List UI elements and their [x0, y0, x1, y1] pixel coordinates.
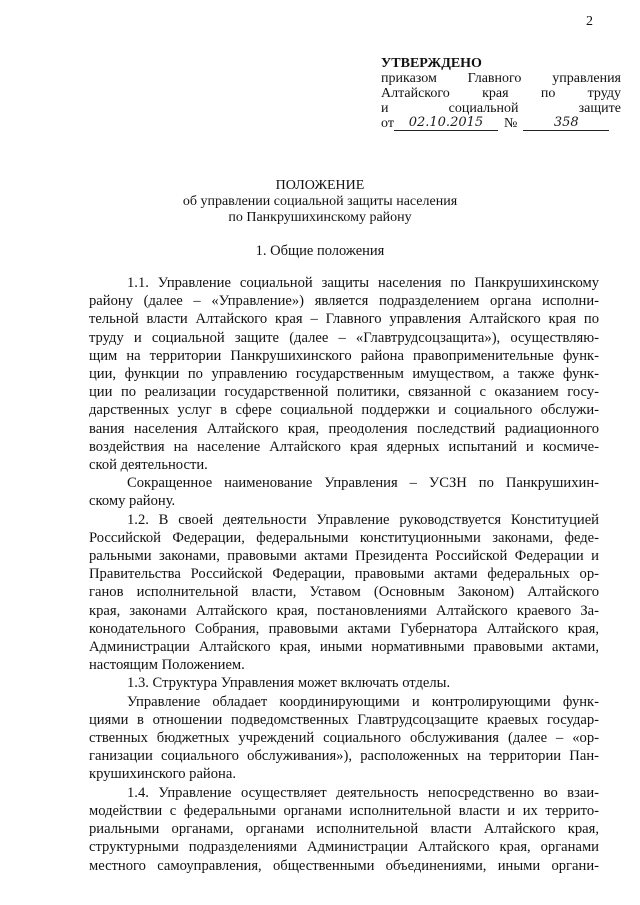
paragraph-line: ганизации социального обслуживания»), расположенных на территории Пан- — [89, 748, 599, 765]
paragraph-line: риальными органами, органами исполнительной власти Алтайского края, — [89, 821, 599, 838]
paragraph-line: ственных бюджетных учреждений социального обслуживания (далее – «ор- — [89, 730, 599, 747]
approval-stamp-block — [381, 56, 621, 131]
paragraph — [89, 784, 599, 875]
paragraph-line: щим на территории Панкрушихинского района правоприменительные функ- — [89, 347, 599, 364]
paragraph — [89, 511, 599, 675]
document-title-main: ПОЛОЖЕНИЕ — [275, 178, 365, 193]
paragraph-line: ции, функции по управлению государственным имуществом, а также функ- — [89, 366, 599, 383]
document-title — [0, 178, 640, 226]
document-title-line-2: об управлении социальной защиты населения — [182, 194, 458, 209]
paragraph-line: Сокращенное наименование Управления – УСЗН по Панкрушихин- — [127, 475, 599, 492]
approval-date-handwritten: 02.10.2015 — [394, 116, 498, 131]
paragraph-line: края, законами Алтайского края, постановлениями Алтайского краевого За- — [89, 602, 599, 619]
paragraph-line: труду и социальной защите (далее – «Главтрудсоцзащита»), осуществляю- — [89, 329, 599, 346]
paragraph-line: ской деятельности. — [89, 457, 208, 474]
paragraph — [89, 693, 599, 784]
paragraph-line: ции по реализации государственной политики, связанной с оказанием госу- — [89, 384, 599, 401]
paragraph-line: Российской Федерации, федеральными конституционными законами, феде- — [89, 529, 599, 546]
approval-number-label: № — [503, 116, 518, 131]
approval-date-number-line — [381, 116, 621, 131]
paragraph-line: скому району. — [89, 493, 176, 510]
approval-line-2: Алтайского края по труду — [381, 86, 621, 101]
paragraph-line: модействии с федеральными органами исполнительной власти и их террито- — [89, 802, 599, 819]
paragraph-line: 1.4. Управление осуществляет деятельность непосредственно во взаи- — [127, 784, 599, 801]
paragraph-line: ральными законами, правовыми актами Президента Российской Федерации и — [89, 548, 599, 565]
paragraph-line: Администрации Алтайского края, иными нормативными правовыми актами, — [89, 639, 599, 656]
page-number: 2 — [586, 14, 593, 29]
approval-line-3: и социальной защите — [381, 101, 621, 116]
approval-from-label: от — [381, 116, 394, 131]
paragraph-line: Правительства Российской Федерации, правовыми актами федеральных ор- — [89, 566, 599, 583]
paragraph — [89, 674, 599, 692]
approval-number-handwritten: 358 — [523, 116, 609, 131]
paragraph-line: воздействия на население Алтайского края ядерных испытаний и космиче- — [89, 438, 599, 455]
paragraph-line: дарственных услуг в сфере социальной поддержки и социального обслужи- — [89, 402, 599, 419]
paragraph-line: конодательного Собрания, правовыми актами Губернатора Алтайского края, — [89, 620, 599, 637]
document-title-line-3: по Панкрушихинскому району — [228, 210, 412, 225]
paragraph — [89, 474, 599, 510]
approval-heading: УТВЕРЖДЕНО — [381, 56, 482, 71]
paragraph — [89, 274, 599, 474]
paragraph-line: ганов исполнительной власти, Уставом (Основным Законом) Алтайского — [89, 584, 599, 601]
paragraph-line: вания населения Алтайского края, преодоления последствий радиационного — [89, 420, 599, 437]
paragraph-line: 1.2. В своей деятельности Управление руководствуется Конституцией — [127, 511, 599, 528]
paragraph-line: 1.1. Управление социальной защиты населения по Панкрушихинскому — [127, 275, 599, 291]
paragraph-line: тельной власти Алтайского края – Главного управления Алтайского края по — [89, 311, 599, 328]
paragraph-line: Управление обладает координирующими и контролирующими функ- — [127, 693, 599, 710]
paragraph-line: структурными подразделениями Администрации Алтайского края, органами — [89, 839, 599, 856]
document-body — [89, 274, 599, 875]
paragraph-line: крушихинского района. — [89, 766, 236, 783]
paragraph-line: местного самоуправления, общественными объединениями, иными органи- — [89, 857, 599, 874]
paragraph-line: настоящим Положением. — [89, 657, 245, 674]
paragraph-line: 1.3. Структура Управления может включать отделы. — [127, 675, 451, 692]
approval-line-1: приказом Главного управления — [381, 71, 621, 86]
paragraph-line: району (далее – «Управление») является подразделением органа исполни- — [89, 293, 599, 310]
paragraph-line: циями в отношении подведомственных Главтрудсоцзащите краевых государ- — [89, 711, 599, 728]
section-title: 1. Общие положения — [255, 243, 385, 259]
